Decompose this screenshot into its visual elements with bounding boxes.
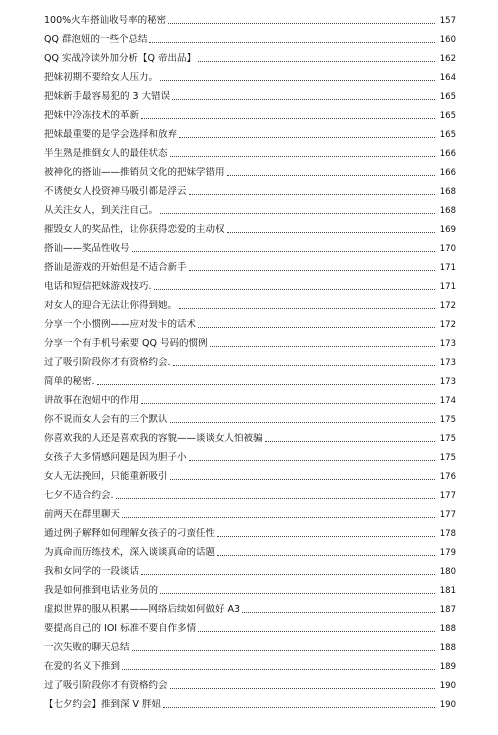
- toc-dot-leader: [163, 707, 435, 708]
- toc-entry-title[interactable]: 电话和短信把妹游戏技巧.: [44, 281, 152, 292]
- toc-dot-leader: [160, 593, 435, 594]
- toc-entry-page-number: 157: [439, 16, 456, 26]
- toc-entry-title[interactable]: 通过例子解释如何理解女孩子的刁蛮任性: [44, 528, 216, 539]
- toc-entry-title[interactable]: 前两天在群里聊天: [44, 509, 121, 520]
- toc-entry[interactable]: [44, 8, 456, 27]
- toc-dot-leader: [265, 441, 435, 442]
- toc-entry[interactable]: [44, 274, 456, 293]
- toc-dot-leader: [198, 631, 435, 632]
- toc-entry[interactable]: [44, 331, 456, 350]
- toc-dot-leader: [116, 498, 435, 499]
- toc-entry-title[interactable]: 我是如何推到电话业务员的: [44, 585, 159, 596]
- toc-entry-page-number: 169: [439, 225, 456, 235]
- toc-entry[interactable]: [44, 141, 456, 160]
- toc-entry-page-number: 188: [439, 643, 456, 653]
- toc-entry-title[interactable]: 简单的秘密.: [44, 376, 95, 387]
- toc-entry-title[interactable]: 对女人的迎合无法让你得到她。: [44, 300, 178, 311]
- toc-entry-title[interactable]: 搭讪——奖品性收号: [44, 243, 130, 254]
- toc-dot-leader: [227, 175, 435, 176]
- toc-dot-leader: [172, 99, 435, 100]
- toc-dot-leader: [132, 251, 435, 252]
- toc-dot-leader: [160, 213, 435, 214]
- toc-entry-page-number: 177: [439, 510, 456, 520]
- toc-dot-leader: [210, 346, 436, 347]
- toc-entry-page-number: 175: [439, 434, 456, 444]
- toc-entry[interactable]: [44, 464, 456, 483]
- toc-entry-page-number: 176: [439, 472, 456, 482]
- toc-entry[interactable]: [44, 654, 456, 673]
- toc-dot-leader: [97, 384, 435, 385]
- toc-dot-leader: [170, 156, 435, 157]
- toc-dot-leader: [154, 289, 435, 290]
- toc-entry-page-number: 174: [439, 396, 456, 406]
- toc-dot-leader: [170, 688, 435, 689]
- toc-dot-leader: [198, 327, 435, 328]
- toc-entry[interactable]: [44, 293, 456, 312]
- toc-entry[interactable]: [44, 521, 456, 540]
- toc-entry[interactable]: [44, 502, 456, 521]
- toc-entry-title[interactable]: 我和女同学的一段谈话: [44, 566, 140, 577]
- toc-dot-leader: [189, 270, 435, 271]
- toc-dot-leader: [149, 42, 435, 43]
- toc-entry[interactable]: [44, 540, 456, 559]
- toc-entry[interactable]: [44, 597, 456, 616]
- toc-entry-title[interactable]: 你不说而女人会有的三个默认: [44, 414, 168, 425]
- toc-dot-leader: [170, 422, 435, 423]
- toc-entry-page-number: 180: [439, 567, 456, 577]
- toc-entry[interactable]: [44, 122, 456, 141]
- toc-entry[interactable]: [44, 46, 456, 65]
- toc-entry-page-number: 170: [439, 244, 456, 254]
- toc-entry[interactable]: [44, 103, 456, 122]
- toc-entry-title[interactable]: 半生熟是推倒女人的最佳状态: [44, 148, 168, 159]
- toc-entry[interactable]: [44, 27, 456, 46]
- toc-entry-title[interactable]: 讲故事在泡妞中的作用: [44, 395, 140, 406]
- toc-dot-leader: [217, 536, 435, 537]
- toc-dot-leader: [141, 118, 435, 119]
- toc-entry[interactable]: [44, 578, 456, 597]
- toc-entry-title[interactable]: 把妹新手最容易犯的 3 大错误: [44, 91, 171, 102]
- toc-entry-page-number: 172: [439, 320, 456, 330]
- toc-entry[interactable]: [44, 198, 456, 217]
- toc-entry[interactable]: [44, 236, 456, 255]
- toc-entry-page-number: 178: [439, 529, 456, 539]
- toc-entry[interactable]: [44, 445, 456, 464]
- toc-entry-title[interactable]: 不诱使女人投资神马吸引都是浮云: [44, 186, 187, 197]
- toc-entry-title[interactable]: 搭讪是游戏的开始但是不适合新手: [44, 262, 187, 273]
- toc-entry[interactable]: [44, 350, 456, 369]
- toc-entry-title[interactable]: 七夕不适合约会.: [44, 490, 114, 501]
- toc-entry-page-number: 173: [439, 358, 456, 368]
- toc-entry-page-number: 172: [439, 301, 456, 311]
- toc-entry-title[interactable]: 把妹初期不要给女人压力。: [44, 72, 159, 83]
- toc-entry-title[interactable]: 100%火车搭讪收号率的秘密: [44, 15, 167, 26]
- toc-entry-title[interactable]: 分享一个有手机号索要 QQ 号码的惯例: [44, 338, 208, 349]
- toc-dot-leader: [198, 61, 435, 62]
- toc-dot-leader: [170, 479, 435, 480]
- toc-entry-title[interactable]: 要提高自己的 IOI 标准不要自作多情: [44, 623, 197, 634]
- toc-entry[interactable]: [44, 407, 456, 426]
- toc-entry-title[interactable]: QQ 实战冷读外加分析【Q 帝出品】: [44, 53, 196, 64]
- toc-entry[interactable]: [44, 388, 456, 407]
- toc-entry-title[interactable]: 女人无法挽回，只能重新吸引: [44, 471, 168, 482]
- toc-dot-leader: [179, 137, 435, 138]
- toc-entry-page-number: 175: [439, 415, 456, 425]
- toc-entry[interactable]: [44, 635, 456, 654]
- toc-entry[interactable]: [44, 255, 456, 274]
- toc-dot-leader: [189, 194, 435, 195]
- toc-entry-title[interactable]: 摧毁女人的奖品性，让你获得恋爱的主动权: [44, 224, 225, 235]
- toc-entry-page-number: 171: [439, 282, 456, 292]
- toc-entry-page-number: 166: [439, 168, 456, 178]
- toc-entry-title[interactable]: 把妹中冷冻技术的革新: [44, 110, 140, 121]
- toc-entry-page-number: 179: [439, 548, 456, 558]
- toc-entry[interactable]: [44, 692, 456, 711]
- toc-entry-title[interactable]: 一次失败的聊天总结: [44, 642, 130, 653]
- toc-dot-leader: [141, 574, 435, 575]
- toc-entry-title[interactable]: 分享一个小惯例——应对发卡的话术: [44, 319, 197, 330]
- toc-entry[interactable]: [44, 217, 456, 236]
- toc-entry[interactable]: [44, 179, 456, 198]
- toc-entry-page-number: 173: [439, 377, 456, 387]
- toc-entry-title[interactable]: 被神化的搭讪——推销员文化的把妹学错用: [44, 167, 225, 178]
- toc-entry-page-number: 165: [439, 92, 456, 102]
- toc-entry-page-number: 189: [439, 662, 456, 672]
- toc-entry-page-number: 164: [439, 73, 456, 83]
- toc-entry-title[interactable]: 过了吸引阶段你才有资格约会.: [44, 357, 171, 368]
- toc-dot-leader: [189, 460, 435, 461]
- toc-dot-leader: [227, 232, 435, 233]
- toc-entry[interactable]: [44, 84, 456, 103]
- toc-dot-leader: [141, 403, 435, 404]
- toc-entry-page-number: 177: [439, 491, 456, 501]
- toc-entry-page-number: 160: [439, 35, 456, 45]
- toc-entry-title[interactable]: 把妹最重要的是学会选择和放弃: [44, 129, 178, 140]
- toc-entry-page-number: 175: [439, 453, 456, 463]
- toc-entry-title[interactable]: QQ 群泡妞的一些个总结: [44, 34, 148, 45]
- toc-entry[interactable]: [44, 65, 456, 84]
- toc-entry[interactable]: [44, 673, 456, 692]
- toc-dot-leader: [122, 669, 435, 670]
- toc-dot-leader: [217, 555, 435, 556]
- toc-entry[interactable]: [44, 483, 456, 502]
- toc-entry-title[interactable]: 过了吸引阶段你才有资格约会: [44, 680, 168, 691]
- toc-entry-page-number: 165: [439, 130, 456, 140]
- toc-entry-title[interactable]: 从关注女人，到关注自己。: [44, 205, 159, 216]
- toc-dot-leader: [132, 650, 435, 651]
- toc-dot-leader: [179, 308, 435, 309]
- toc-dot-leader: [242, 612, 435, 613]
- toc-entry[interactable]: [44, 559, 456, 578]
- toc-entry-page-number: 188: [439, 624, 456, 634]
- toc-entry-page-number: 190: [439, 681, 456, 691]
- toc-entry[interactable]: [44, 312, 456, 331]
- toc-entry-page-number: 187: [439, 605, 456, 615]
- toc-entry-page-number: 162: [439, 54, 456, 64]
- toc-dot-leader: [173, 365, 435, 366]
- toc-entry-page-number: 173: [439, 339, 456, 349]
- toc-entry[interactable]: [44, 426, 456, 445]
- toc-dot-leader: [160, 80, 435, 81]
- toc-entry-page-number: 168: [439, 187, 456, 197]
- toc-entry-title[interactable]: 女孩子大多情感问题是因为胆子小: [44, 452, 187, 463]
- toc-entry-page-number: 171: [439, 263, 456, 273]
- toc-entry-title[interactable]: 在爱的名义下推到: [44, 661, 121, 672]
- table-of-contents: [44, 8, 456, 711]
- toc-entry-page-number: 181: [439, 586, 456, 596]
- toc-entry[interactable]: [44, 616, 456, 635]
- toc-dot-leader: [168, 23, 435, 24]
- toc-entry[interactable]: [44, 160, 456, 179]
- toc-entry-page-number: 165: [439, 111, 456, 121]
- toc-entry-title[interactable]: 你喜欢我的人还是喜欢我的容貌——谈谈女人怕被骗: [44, 433, 263, 444]
- toc-dot-leader: [122, 517, 435, 518]
- toc-entry[interactable]: [44, 369, 456, 388]
- toc-entry-page-number: 166: [439, 149, 456, 159]
- toc-entry-page-number: 168: [439, 206, 456, 216]
- toc-entry-title[interactable]: 为真命而历练技术，深入谈谈真命的话题: [44, 547, 216, 558]
- toc-entry-title[interactable]: 【七夕约会】推到深 V 胖妞: [44, 699, 162, 710]
- toc-entry-title[interactable]: 虚拟世界的服从积累——网络后续如何做好 A3: [44, 604, 241, 615]
- toc-entry-page-number: 190: [439, 700, 456, 710]
